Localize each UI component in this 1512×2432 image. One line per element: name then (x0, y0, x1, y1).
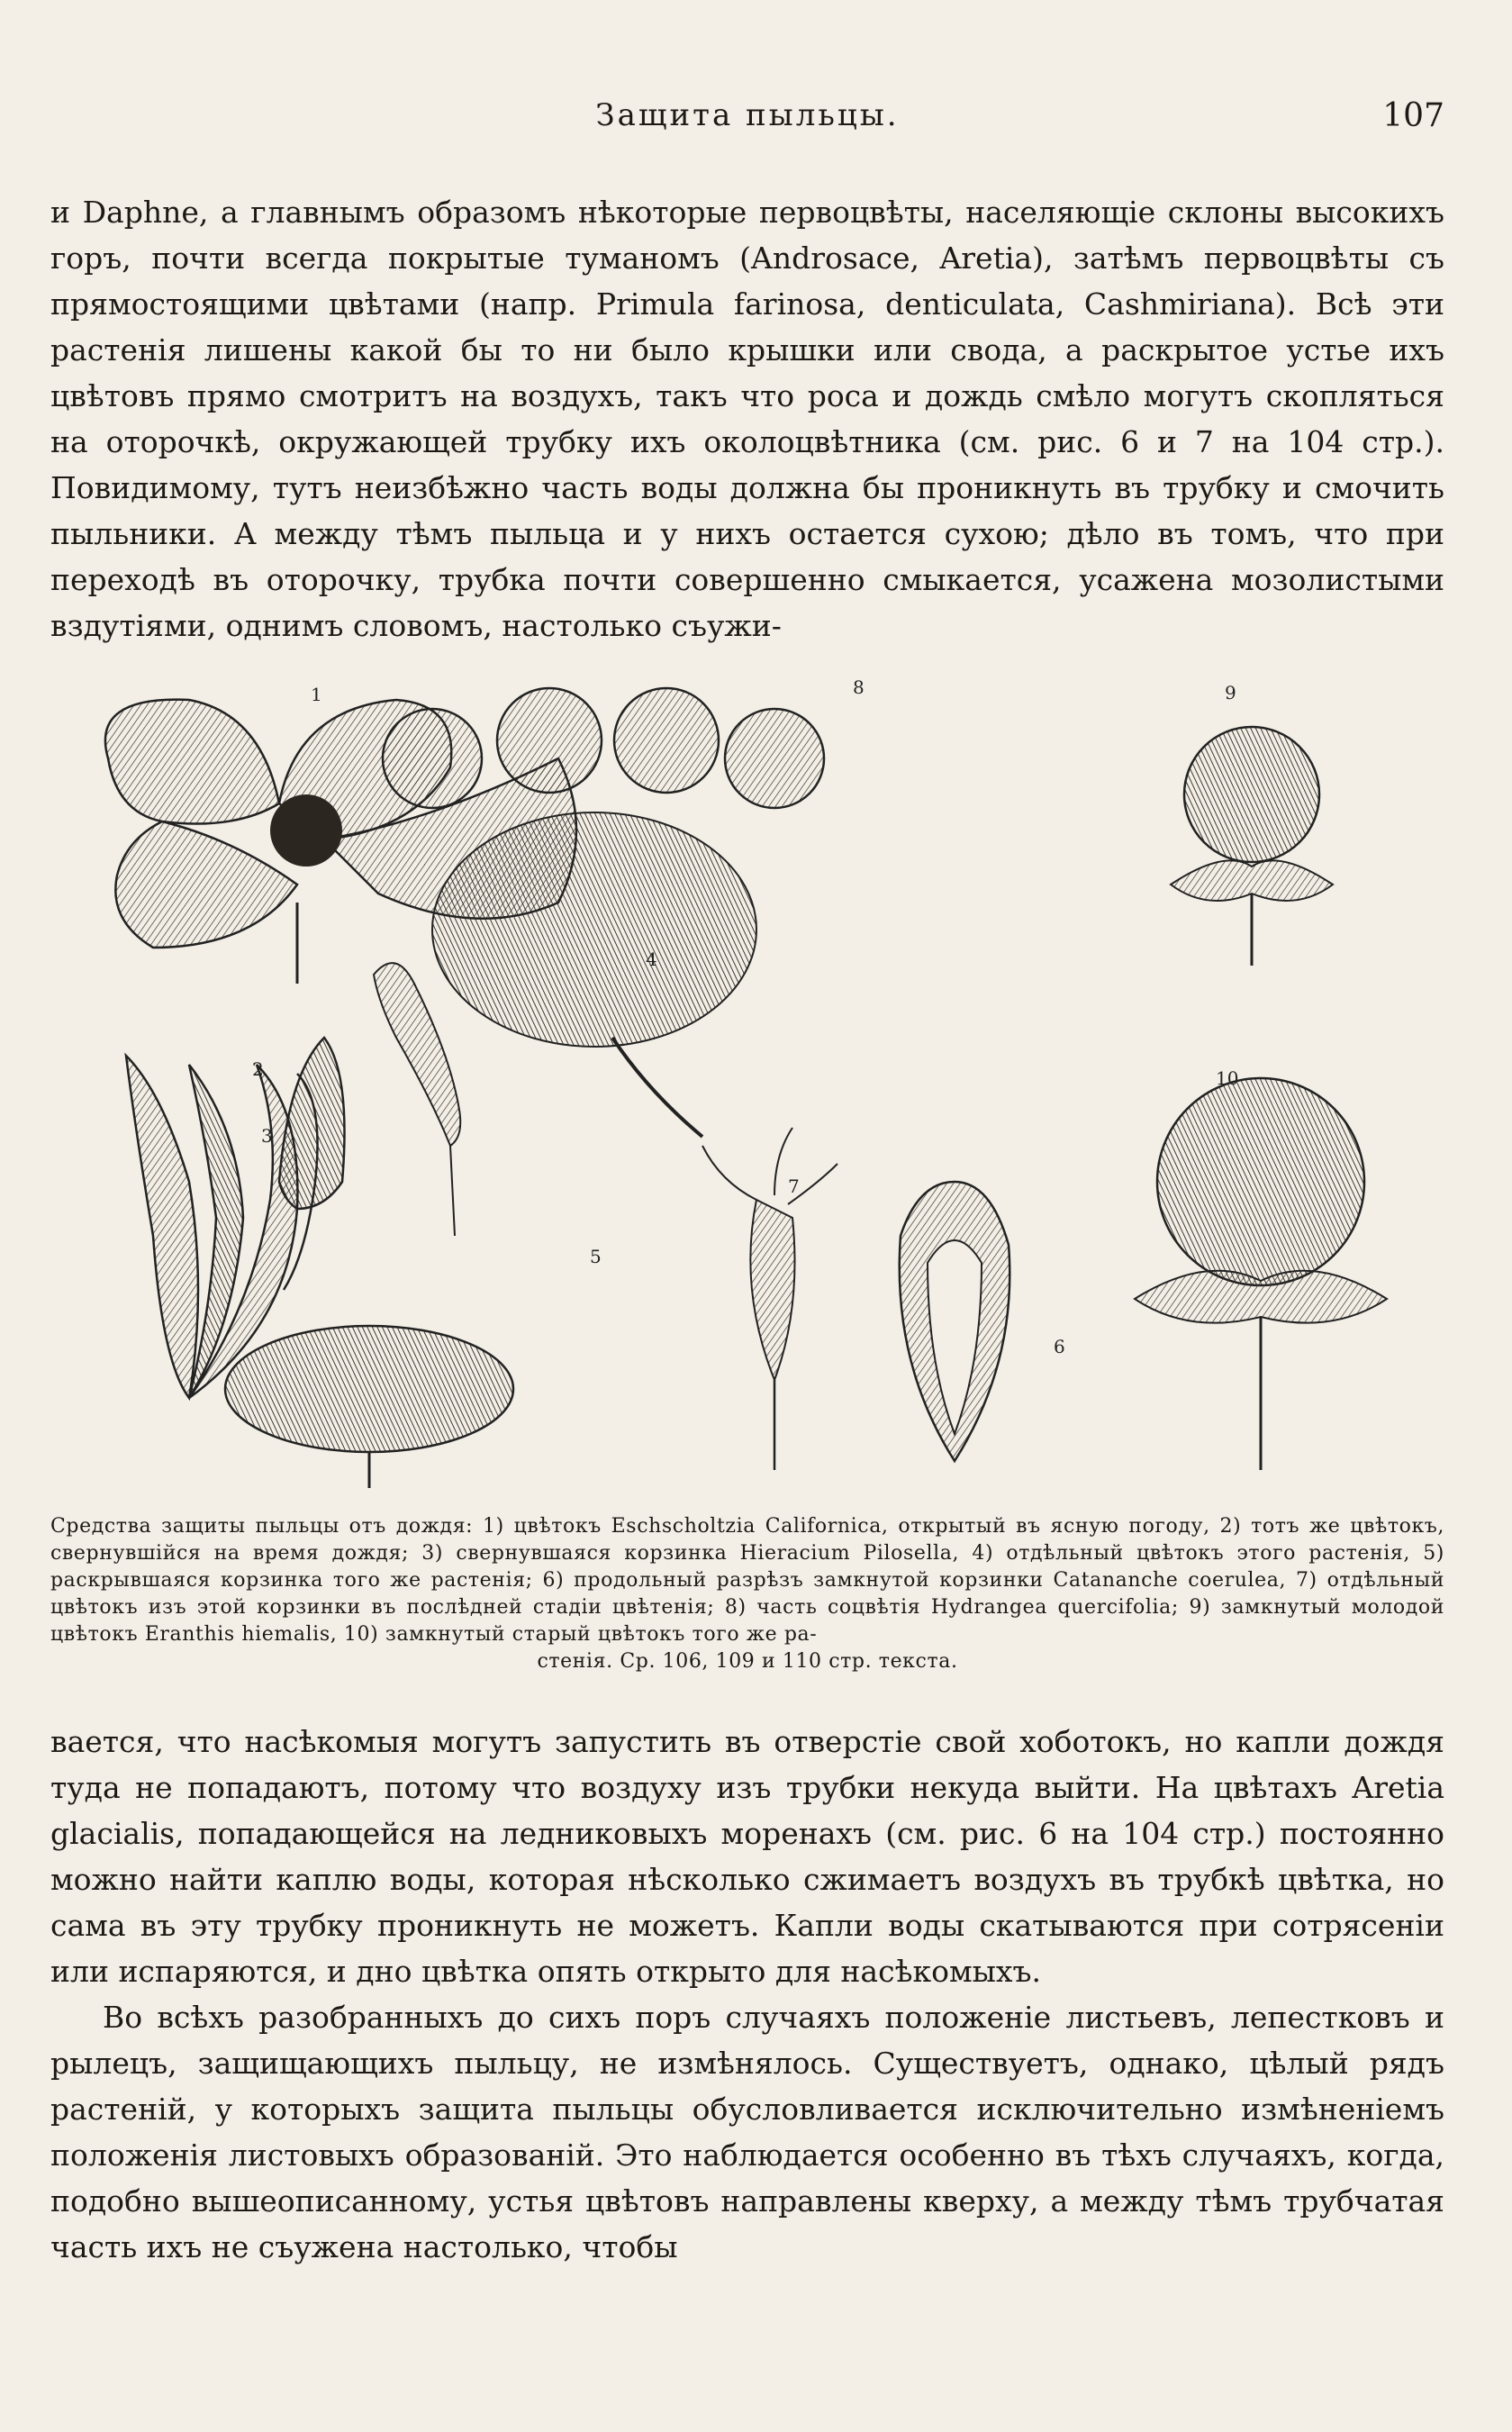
figure-label-10: 10 (1216, 1067, 1239, 1089)
figure-label-2: 2 (252, 1058, 264, 1080)
figure-label-6: 6 (1054, 1336, 1065, 1357)
figure-label-9: 9 (1225, 682, 1236, 703)
figure-label-7: 7 (788, 1175, 800, 1197)
figure-5-open-head (225, 1326, 513, 1488)
figure-label-8: 8 (853, 677, 865, 698)
figure-4-single-floret (374, 963, 460, 1236)
botanical-illustration (54, 677, 1441, 1504)
paragraph-bottom (50, 1719, 1444, 2270)
engraving-plate (54, 677, 1441, 1504)
figure-caption (50, 1513, 1444, 1675)
figure-10-old-flower (1135, 1078, 1387, 1470)
paragraph-continued: вается, что насѣкомыя могутъ запустить въ отверстіе свой хоботокъ, но капли дождя туда не попадаютъ, потому что воздуху изъ трубки некуда выйти. На цвѣтахъ Aretia glacialis, попадающейся на ледниковыхъ моренахъ (см. рис. 6 на 104 стр.) постоянно можно найти каплю воды, которая нѣсколько сжимаетъ воздухъ въ трубкѣ цвѣтка, но сама въ эту трубку проникнуть не можетъ. Капли воды скатываются при сотрясеніи или испаряются, и дно цвѣтка опять открыто для насѣкомыхъ. (50, 1724, 1444, 1989)
figure-label-4: 4 (646, 948, 657, 970)
figure-7-floret (702, 1128, 837, 1470)
figure-label-3: 3 (261, 1125, 273, 1147)
figure-9-young-flower (1171, 727, 1333, 966)
page-number: 107 (1382, 97, 1444, 134)
caption-body: Средства защиты пыльцы отъ дождя: 1) цвѣтокъ Eschscholtzia Californica, открытый въ ясную погоду, 2) тотъ же цвѣтокъ, свернувшійся на время дождя; 3) свернувшаяся корзинка Hieracium Pilosella, 4) отдѣльный цвѣтокъ этого растенія, 5) раскрывшаяся корзинка того же растенія; 6) продольный разрѣзъ замкнутой корзинки Catananche coerulea, 7) отдѣльный цвѣтокъ изъ этой корзинки въ послѣдней стадіи цвѣтенія; 8) часть соцвѣтія Hydrangea quercifolia; 9) замкнутый молодой цвѣтокъ Eranthis hiemalis, 10) замкнутый старый цвѣтокъ того же ра- (50, 1515, 1444, 1646)
page-header (50, 97, 1444, 142)
figure-label-1: 1 (311, 684, 322, 705)
paragraph-top: и Daphne, а главнымъ образомъ нѣкоторые первоцвѣты, населяющіе склоны высокихъ горъ, почти всегда покрытые туманомъ (Androsace, Aretia), затѣмъ первоцвѣты съ прямостоящими цвѣтами (напр. Primula farinosa, denticulata, Cashmiriana). Всѣ эти растенія лишены какой бы то ни было крышки или свода, а раскрытое устье ихъ цвѣтовъ прямо смотритъ на воздухъ, такъ что роса и дождь смѣло могутъ скопляться на оторочкѣ, окружающей трубку ихъ околоцвѣтника (см. рис. 6 и 7 на 104 стр.). Повидимому, тутъ неизбѣжно часть воды должна бы проникнуть въ трубку и смочить пыльники. А между тѣмъ пыльца и у нихъ остается сухою; дѣло въ томъ, что при переходѣ въ оторочку, трубка почти совершенно смыкается, усажена мозолистыми вздутіями, однимъ словомъ, настолько съужи- (50, 195, 1444, 643)
figure-label-5: 5 (590, 1246, 602, 1267)
paragraph-next: Во всѣхъ разобранныхъ до сихъ поръ случаяхъ положеніе листьевъ, лепестковъ и рылецъ, защищающихъ пыльцу, не измѣнялось. Существуетъ, однако, цѣлый рядъ растеній, у которыхъ защита пыльцы обусловливается исключительно измѣненіемъ положенія листовыхъ образованій. Это наблюдается особенно въ тѣхъ случаяхъ, когда, подобно вышеописанному, устья цвѣтовъ направлены кверху, а между тѣмъ трубчатая часть ихъ не съужена настолько, чтобы (50, 2000, 1444, 2264)
caption-end: стенія. Ср. 106, 109 и 110 стр. текста. (537, 1650, 958, 1673)
figure-3-closed-head (279, 1038, 345, 1209)
running-title: Защита пыльцы. (595, 97, 900, 133)
figure-6-section (900, 1182, 1010, 1461)
